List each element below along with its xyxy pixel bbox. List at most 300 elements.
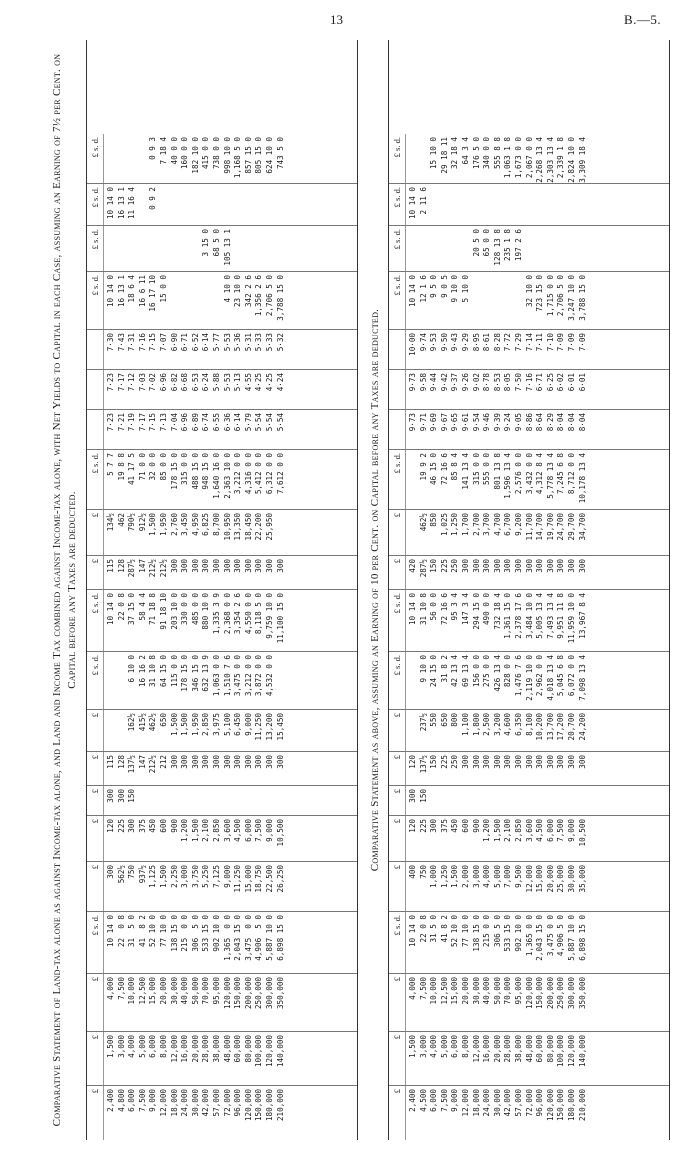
table-cell: 11,959 10 0 bbox=[566, 593, 576, 644]
table-cell bbox=[567, 229, 578, 271]
table-cell bbox=[493, 275, 504, 329]
table-cell: 6,350 bbox=[513, 713, 523, 736]
table-cell: 12,500 bbox=[439, 977, 449, 1005]
table-cell: 300 bbox=[545, 755, 555, 769]
table-cell: 5 10 0 bbox=[460, 275, 470, 303]
table-cell: 5,778 13 4 bbox=[545, 453, 555, 499]
table-cell: 1,000 bbox=[429, 865, 439, 888]
table-cell: 3,475 0 0 bbox=[243, 915, 253, 961]
column-unit-header: £ bbox=[389, 1086, 406, 1140]
table-1-column bbox=[87, 510, 357, 556]
table-cell: 948 15 0 bbox=[201, 453, 211, 490]
table-cell: 52 10 0 bbox=[450, 915, 460, 948]
table-cell: 632 13 9 bbox=[201, 655, 211, 692]
table-cell bbox=[265, 789, 276, 815]
table-cell: 6,000 bbox=[429, 1089, 439, 1112]
table-cell: 9·37 bbox=[450, 373, 460, 392]
table-cell: 300 bbox=[222, 559, 232, 573]
table-cell: 38,000 bbox=[513, 1035, 523, 1063]
table-1-column bbox=[87, 816, 357, 862]
table-cell: 95 3 4 bbox=[450, 593, 460, 621]
table-cell: 6,072 0 0 bbox=[566, 655, 576, 697]
table-cell: 4,312 8 4 bbox=[535, 453, 545, 495]
table-cell: 16 16 2 bbox=[137, 655, 147, 688]
table-cell bbox=[535, 187, 546, 225]
table-cell: 11,250 bbox=[233, 865, 243, 893]
table-cell: 2,363 10 0 bbox=[222, 453, 232, 499]
table-cell: 2,100 bbox=[201, 819, 211, 842]
table-cell bbox=[546, 229, 557, 271]
table-2-caption: Comparative Statement as above, assuming an Earning of 10 per Cent. on Capital before any Taxes are deducted. bbox=[369, 308, 381, 872]
table-cell: 3,309 18 4 bbox=[577, 137, 587, 183]
table-cell bbox=[127, 137, 138, 183]
table-cell: 6,000 bbox=[127, 1089, 137, 1112]
table-cell: 8,118 5 0 bbox=[254, 593, 264, 635]
table-cell: 300 bbox=[106, 865, 115, 879]
column-unit-header: £ s. d. bbox=[389, 272, 406, 329]
table-cell: 5,000 bbox=[137, 1035, 147, 1058]
table-cell: 7·02 bbox=[148, 373, 158, 392]
table-cell: 32 0 0 bbox=[148, 453, 158, 481]
table-1-column bbox=[87, 912, 357, 974]
table-cell: 723 15 0 bbox=[535, 275, 545, 312]
table-cell: 9,500 bbox=[513, 865, 523, 888]
table-cell: 120 bbox=[106, 819, 115, 833]
table-cell bbox=[106, 713, 117, 751]
table-cell bbox=[233, 229, 244, 271]
table-cell bbox=[223, 187, 234, 225]
table-cell: 225 bbox=[439, 755, 449, 769]
table-cell: 9 0 5 bbox=[439, 275, 449, 298]
table-cell: 18,000 bbox=[169, 1089, 179, 1117]
table-cell bbox=[493, 187, 504, 225]
table-cell: 20 5 0 bbox=[471, 229, 481, 257]
table-cell: 37 15 0 bbox=[127, 593, 137, 626]
table-cell: 7,500 bbox=[254, 819, 264, 842]
table-cell: 3,000 bbox=[180, 865, 190, 888]
table-cell: 147 bbox=[137, 559, 147, 573]
table-cell: 9·69 bbox=[429, 413, 439, 432]
table-cell: 9·24 bbox=[503, 413, 513, 432]
table-cell: 30,000 bbox=[190, 1089, 200, 1117]
table-cell: 9·43 bbox=[450, 333, 460, 352]
table-cell bbox=[450, 229, 461, 271]
table-cell: 2,400 bbox=[408, 1089, 417, 1112]
table-cell: 30,000 bbox=[169, 977, 179, 1005]
table-cell: 70,000 bbox=[201, 977, 211, 1005]
table-cell: 300 bbox=[577, 559, 587, 573]
table-cell bbox=[265, 229, 276, 271]
table-cell bbox=[276, 513, 287, 555]
table-cell: 6 10 0 bbox=[127, 655, 137, 683]
table-cell: 6,700 bbox=[503, 513, 513, 536]
table-cell: 6·02 bbox=[556, 373, 566, 392]
column-unit-header: £ bbox=[389, 752, 406, 785]
table-2-column bbox=[389, 752, 669, 786]
table-cell: 2,850 bbox=[211, 819, 221, 842]
table-cell: 4,000 bbox=[127, 1035, 137, 1058]
table-1-column bbox=[87, 410, 357, 450]
table-cell: 200,000 bbox=[545, 977, 555, 1010]
table-cell: 5,005 13 4 bbox=[535, 593, 545, 639]
table-cell: 28,000 bbox=[503, 1035, 513, 1063]
table-cell: 4,950 bbox=[190, 513, 200, 536]
table-cell bbox=[482, 789, 493, 815]
table-cell: 14,700 bbox=[535, 513, 545, 541]
table-cell: 2,962 0 0 bbox=[535, 655, 545, 697]
table-cell bbox=[503, 275, 514, 329]
table-cell: 215 0 0 bbox=[482, 915, 492, 948]
table-cell bbox=[117, 229, 128, 271]
table-cell bbox=[254, 187, 265, 225]
table-cell bbox=[276, 187, 287, 225]
table-cell: 600 bbox=[158, 819, 168, 833]
table-cell bbox=[138, 187, 149, 225]
table-cell: 237½ bbox=[418, 713, 428, 732]
document-reference: B.—5. bbox=[624, 12, 662, 27]
table-cell: 58 4 4 bbox=[137, 593, 147, 621]
table-cell: 7·12 bbox=[127, 373, 137, 392]
table-cell: 300 bbox=[524, 559, 534, 573]
table-cell bbox=[159, 229, 170, 271]
table-cell: 8·78 bbox=[482, 373, 492, 392]
rotated-page-body bbox=[50, 40, 670, 1140]
table-cell: 7 18 4 bbox=[158, 137, 168, 165]
table-cell: 24,700 bbox=[556, 513, 566, 541]
table-cell: 31 10 8 bbox=[418, 593, 428, 626]
column-unit-header: £ s. d. bbox=[87, 450, 104, 509]
table-cell: 2,500 bbox=[482, 713, 492, 736]
table-cell: 6·74 bbox=[201, 413, 211, 432]
table-cell: 300 bbox=[233, 559, 243, 573]
table-cell: 300 bbox=[471, 559, 481, 573]
table-cell: 71 0 0 bbox=[137, 453, 147, 481]
table-cell: 1,500 bbox=[106, 1035, 115, 1058]
table-cell: 300 bbox=[503, 755, 513, 769]
column-unit-header: £ s. d. bbox=[87, 590, 104, 651]
table-cell: 56 0 0 bbox=[429, 593, 439, 621]
column-unit-header: £ s. d. bbox=[389, 450, 406, 509]
table-cell: 7·09 bbox=[556, 333, 566, 352]
table-cell: 12,000 bbox=[524, 865, 534, 893]
table-cell: 24,000 bbox=[180, 1089, 190, 1117]
table-cell: 1,356 2 6 bbox=[254, 275, 264, 317]
table-cell: 1,500 bbox=[450, 865, 460, 888]
table-cell bbox=[254, 229, 265, 271]
table-cell bbox=[493, 789, 504, 815]
table-cell: 300 bbox=[556, 755, 566, 769]
table-cell: 8·53 bbox=[492, 373, 502, 392]
table-cell: 25,000 bbox=[556, 865, 566, 893]
table-cell: 1,500 bbox=[492, 819, 502, 842]
table-cell: 19,700 bbox=[545, 513, 555, 541]
table-cell: 72 16 6 bbox=[439, 593, 449, 626]
table-cell bbox=[525, 789, 536, 815]
table-cell: 900 bbox=[471, 819, 481, 833]
table-cell: 1,025 bbox=[439, 513, 449, 536]
table-1-column bbox=[87, 862, 357, 912]
column-unit-header bbox=[389, 330, 406, 369]
table-cell bbox=[180, 229, 191, 271]
table-cell: 212½ bbox=[148, 755, 158, 774]
table-cell: 9·53 bbox=[429, 333, 439, 352]
table-cell: 5·77 bbox=[211, 333, 221, 352]
table-cell: 85 0 0 bbox=[158, 453, 168, 481]
table-cell: 128 13 8 bbox=[492, 229, 502, 266]
table-cell: 12,000 bbox=[158, 1089, 168, 1117]
table-cell: 250,000 bbox=[556, 977, 566, 1010]
table-cell: 9 10 0 bbox=[450, 275, 460, 303]
table-cell: 4,500 bbox=[233, 819, 243, 842]
table-cell: 8,100 bbox=[524, 713, 534, 736]
table-cell: 342 2 6 bbox=[243, 275, 253, 308]
table-cell: 300 bbox=[535, 755, 545, 769]
table-cell bbox=[212, 275, 223, 329]
table-cell: 22 0 8 bbox=[116, 915, 126, 948]
table-cell: 300 bbox=[264, 755, 274, 769]
table-cell: 300 bbox=[211, 559, 221, 573]
table-cell bbox=[408, 513, 419, 555]
table-cell bbox=[191, 187, 202, 225]
table-1-column bbox=[87, 184, 357, 226]
table-cell: 16 6 11 bbox=[137, 275, 147, 308]
table-cell: 15,450 bbox=[275, 713, 285, 741]
table-cell: 5·54 bbox=[264, 413, 274, 432]
table-cell: 4,000 bbox=[106, 977, 115, 1000]
table-cell: 7·07 bbox=[158, 333, 168, 352]
table-cell: 462½ bbox=[418, 513, 428, 532]
table-cell: 8,000 bbox=[158, 1035, 168, 1058]
table-cell: 35,000 bbox=[577, 865, 587, 893]
table-cell: 215 0 0 bbox=[180, 915, 190, 952]
table-cell: 5,000 bbox=[492, 865, 502, 888]
table-cell: 555 8 8 bbox=[492, 137, 502, 170]
table-cell: 22 0 8 bbox=[116, 593, 126, 621]
table-1-column bbox=[87, 330, 357, 370]
table-cell bbox=[525, 229, 536, 271]
table-cell: 50,000 bbox=[190, 977, 200, 1005]
table-cell: 7·15 bbox=[148, 413, 158, 432]
table-cell: 57,000 bbox=[211, 1089, 221, 1117]
table-cell: 2,850 bbox=[201, 713, 211, 736]
table-cell: 300 bbox=[545, 559, 555, 573]
table-cell: 1,100 bbox=[460, 713, 470, 736]
table-cell: 450 bbox=[148, 819, 158, 833]
table-cell: 15 0 0 bbox=[158, 275, 168, 303]
table-cell: 300 bbox=[429, 819, 439, 833]
table-cell: 1,673 0 0 bbox=[513, 137, 523, 179]
table-cell: 2,378 17 6 bbox=[513, 593, 523, 639]
table-cell: 3,475 0 0 bbox=[545, 915, 555, 957]
table-cell: 300 bbox=[503, 559, 513, 573]
table-cell: 3,200 bbox=[492, 713, 502, 736]
column-unit-header: £ bbox=[389, 510, 406, 555]
column-unit-header bbox=[389, 410, 406, 449]
table-2-column bbox=[389, 556, 669, 590]
table-cell: 26,250 bbox=[275, 865, 285, 893]
table-cell: 300 bbox=[577, 755, 587, 769]
table-cell: 2,760 bbox=[169, 513, 179, 536]
column-unit-header: £ bbox=[389, 974, 406, 1031]
table-1-column bbox=[87, 370, 357, 410]
column-unit-header: £ s. d. bbox=[389, 226, 406, 271]
table-cell: 1,361 15 0 bbox=[503, 593, 513, 639]
table-cell: 0 9 2 bbox=[148, 187, 158, 210]
table-cell: 180,000 bbox=[566, 1089, 576, 1122]
table-cell: 9·05 bbox=[513, 413, 523, 432]
table-cell: 6·14 bbox=[201, 333, 211, 352]
table-cell: 805 15 0 bbox=[254, 137, 264, 174]
table-cell: 25,950 bbox=[264, 513, 274, 541]
table-cell: 2,043 15 0 bbox=[535, 915, 545, 961]
table-cell: 40 0 0 bbox=[169, 137, 179, 165]
table-cell: 10,200 bbox=[535, 713, 545, 741]
table-cell: 12,000 bbox=[460, 1089, 470, 1117]
column-unit-header: £ bbox=[87, 556, 104, 589]
table-cell: 5,887 10 0 bbox=[566, 915, 576, 961]
table-cell bbox=[546, 789, 557, 815]
table-cell: 650 bbox=[158, 713, 168, 727]
table-cell: 2,400 bbox=[106, 1089, 115, 1112]
table-cell: 64 3 4 bbox=[460, 137, 470, 165]
table-cell: 6·96 bbox=[180, 413, 190, 432]
table-cell: 350,000 bbox=[577, 977, 587, 1010]
table-cell: 22,500 bbox=[264, 865, 274, 893]
table-1-column bbox=[87, 710, 357, 752]
table-cell: 5·13 bbox=[233, 373, 243, 392]
table-cell: 7·03 bbox=[137, 373, 147, 392]
table-cell: 176 5 0 bbox=[471, 137, 481, 170]
table-cell: 3,212 0 0 bbox=[233, 453, 243, 495]
table-cell: 28,000 bbox=[201, 1035, 211, 1063]
table-cell: 11 16 4 bbox=[127, 187, 137, 220]
table-1-column bbox=[87, 590, 357, 652]
table-cell: 7,500 bbox=[116, 977, 126, 1000]
table-cell: 180,000 bbox=[264, 1089, 274, 1122]
table-cell: 300 bbox=[180, 755, 190, 769]
table-cell: 1,200 bbox=[482, 819, 492, 842]
table-cell: 16 13 1 bbox=[116, 187, 126, 220]
table-cell: 11,250 bbox=[254, 713, 264, 741]
table-cell: 738 0 0 bbox=[211, 137, 221, 170]
table-cell: 7,493 13 4 bbox=[545, 593, 555, 639]
column-unit-header: £ bbox=[87, 752, 104, 785]
table-cell: 6,000 bbox=[243, 819, 253, 842]
table-cell: 3,788 15 0 bbox=[577, 275, 587, 321]
table-cell: 4,000 bbox=[408, 977, 417, 1000]
table-cell: 4,906 5 0 bbox=[556, 915, 566, 957]
table-cell: 3,975 bbox=[211, 713, 221, 736]
table-1-column bbox=[87, 272, 357, 330]
column-unit-header bbox=[87, 410, 104, 449]
table-cell: 71 18 8 bbox=[148, 593, 158, 626]
table-cell: 9,200 bbox=[513, 513, 523, 536]
table-cell: 9,000 bbox=[264, 819, 274, 842]
table-cell: 210,000 bbox=[577, 1089, 587, 1122]
table-cell: 5·53 bbox=[222, 333, 232, 352]
page-number: 13 bbox=[330, 12, 343, 27]
table-cell: 8·86 bbox=[524, 413, 534, 432]
table-cell: 5,412 0 0 bbox=[254, 453, 264, 495]
table-cell: 750 bbox=[127, 865, 137, 879]
table-cell: 8·29 bbox=[545, 413, 555, 432]
table-cell: 4,000 bbox=[429, 1035, 439, 1058]
column-unit-header: £ bbox=[87, 510, 104, 555]
table-cell: 16 17 10 bbox=[148, 275, 158, 312]
table-cell bbox=[419, 229, 430, 271]
table-cell: 13,967 8 4 bbox=[577, 593, 587, 639]
table-cell: 1,500 bbox=[158, 865, 168, 888]
table-cell: 225 bbox=[418, 819, 428, 833]
table-cell bbox=[127, 229, 138, 271]
page-header bbox=[0, 0, 700, 40]
table-1-column bbox=[87, 752, 357, 786]
table-cell: 5·31 bbox=[243, 333, 253, 352]
table-cell bbox=[567, 789, 578, 815]
column-unit-header: £ s. d. bbox=[389, 912, 406, 973]
table-cell: 8·61 bbox=[482, 333, 492, 352]
table-cell bbox=[408, 137, 419, 183]
table-cell: 41 17 5 bbox=[127, 453, 137, 486]
table-cell: 7·17 bbox=[116, 373, 126, 392]
table-cell: 9·71 bbox=[418, 413, 428, 432]
table-cell: 5,887 10 0 bbox=[264, 915, 274, 961]
table-cell bbox=[514, 789, 525, 815]
table-cell: 7·15 bbox=[148, 333, 158, 352]
table-cell: 5·54 bbox=[275, 413, 285, 432]
table-cell: 6·89 bbox=[190, 413, 200, 432]
column-unit-header: £ bbox=[389, 862, 406, 911]
table-1-column bbox=[87, 974, 357, 1032]
table-cell: 300 bbox=[169, 755, 179, 769]
table-cell: 250 bbox=[450, 559, 460, 573]
column-unit-header: £ s. d. bbox=[389, 184, 406, 225]
table-cell: 95,000 bbox=[513, 977, 523, 1005]
table-cell: 19 8 8 bbox=[116, 453, 126, 481]
table-cell: 300 bbox=[513, 559, 523, 573]
table-cell: 197 2 6 bbox=[513, 229, 523, 262]
table-cell: 1,476 7 6 bbox=[513, 655, 523, 697]
table-cell: 9·67 bbox=[439, 413, 449, 432]
table-cell: 150 bbox=[429, 755, 439, 769]
table-cell: 9 10 0 bbox=[418, 655, 428, 683]
table-cell bbox=[503, 187, 514, 225]
table-1-column bbox=[87, 226, 357, 272]
column-unit-header: £ s. d. bbox=[389, 590, 406, 651]
table-cell: 18,000 bbox=[471, 1089, 481, 1117]
table-cell: 10,000 bbox=[429, 977, 439, 1005]
table-cell: 300 bbox=[482, 559, 492, 573]
table-cell: 4,000 bbox=[482, 865, 492, 888]
table-cell: 30,000 bbox=[566, 865, 576, 893]
table-cell: 3,000 bbox=[471, 865, 481, 888]
table-cell: 3,484 10 0 bbox=[524, 593, 534, 639]
table-1-column bbox=[87, 134, 357, 184]
table-cell: 315 0 0 bbox=[180, 453, 190, 486]
table-cell: 4·25 bbox=[264, 373, 274, 392]
table-cell: 48,000 bbox=[222, 1035, 232, 1063]
table-cell: 6,450 bbox=[233, 713, 243, 736]
table-cell: 462 bbox=[116, 513, 126, 527]
table-cell bbox=[148, 789, 159, 815]
table-cell: 24,000 bbox=[482, 1089, 492, 1117]
table-cell bbox=[556, 789, 567, 815]
table-2-column bbox=[389, 134, 669, 184]
column-unit-header: £ s. d. bbox=[389, 652, 406, 709]
table-cell: 3,212 0 0 bbox=[243, 655, 253, 697]
table-cell: 20,700 bbox=[566, 713, 576, 741]
table-cell: 650 bbox=[439, 713, 449, 727]
